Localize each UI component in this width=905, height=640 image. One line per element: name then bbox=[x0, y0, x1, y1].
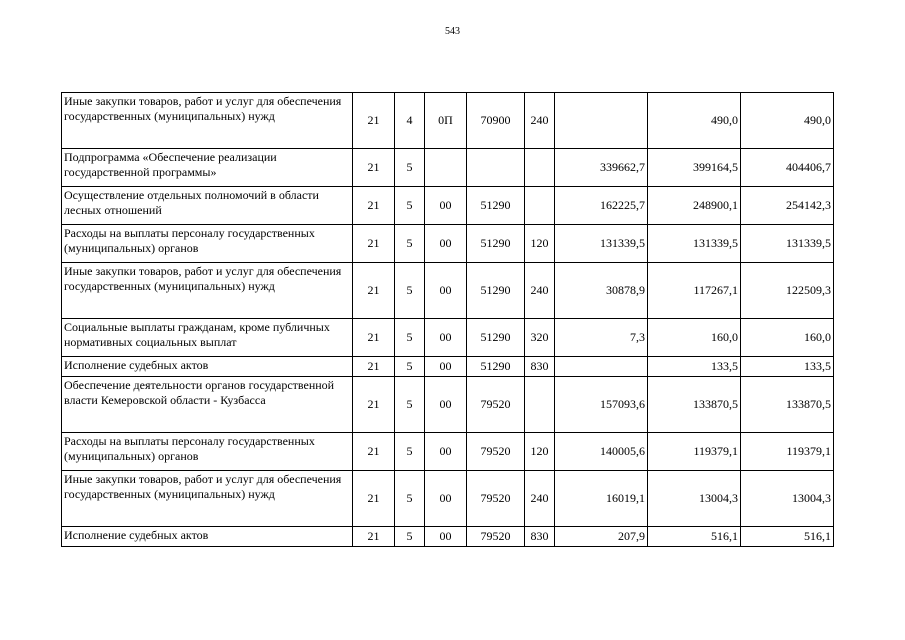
ministry-code: 21 bbox=[353, 433, 395, 471]
amount-year-1: 16019,1 bbox=[555, 471, 648, 527]
direction-code: 00 bbox=[425, 357, 467, 377]
ministry-code: 21 bbox=[353, 527, 395, 547]
amount-year-1: 339662,7 bbox=[555, 149, 648, 187]
table-row bbox=[62, 471, 834, 527]
direction-code: 00 bbox=[425, 433, 467, 471]
expense-type-code: 120 bbox=[525, 225, 555, 263]
ministry-code: 21 bbox=[353, 357, 395, 377]
subprogram-code: 5 bbox=[395, 357, 425, 377]
subprogram-code: 5 bbox=[395, 149, 425, 187]
amount-year-1: 162225,7 bbox=[555, 187, 648, 225]
direction-code: 00 bbox=[425, 471, 467, 527]
subprogram-code: 4 bbox=[395, 93, 425, 149]
item-name: Иные закупки товаров, работ и услуг для обеспечения государственных (муниципальных) нужд bbox=[62, 471, 353, 527]
expense-code: 79520 bbox=[467, 527, 525, 547]
expense-code: 79520 bbox=[467, 377, 525, 433]
ministry-code: 21 bbox=[353, 319, 395, 357]
amount-year-3: 404406,7 bbox=[741, 149, 834, 187]
amount-year-3: 13004,3 bbox=[741, 471, 834, 527]
amount-year-2: 133,5 bbox=[648, 357, 741, 377]
item-name: Иные закупки товаров, работ и услуг для обеспечения государственных (муниципальных) нужд bbox=[62, 93, 353, 149]
ministry-code: 21 bbox=[353, 187, 395, 225]
ministry-code: 21 bbox=[353, 149, 395, 187]
amount-year-2: 131339,5 bbox=[648, 225, 741, 263]
expense-type-code: 120 bbox=[525, 433, 555, 471]
expense-code: 51290 bbox=[467, 319, 525, 357]
expense-code bbox=[467, 149, 525, 187]
expense-type-code: 240 bbox=[525, 93, 555, 149]
amount-year-1: 7,3 bbox=[555, 319, 648, 357]
table-row bbox=[62, 93, 834, 149]
expense-type-code: 320 bbox=[525, 319, 555, 357]
item-name: Исполнение судебных актов bbox=[62, 527, 353, 547]
table-row bbox=[62, 433, 834, 471]
table-row bbox=[62, 149, 834, 187]
expense-type-code: 830 bbox=[525, 527, 555, 547]
subprogram-code: 5 bbox=[395, 187, 425, 225]
item-name: Расходы на выплаты персоналу государственных (муниципальных) органов bbox=[62, 225, 353, 263]
ministry-code: 21 bbox=[353, 93, 395, 149]
direction-code: 00 bbox=[425, 263, 467, 319]
subprogram-code: 5 bbox=[395, 225, 425, 263]
amount-year-1: 157093,6 bbox=[555, 377, 648, 433]
expense-code: 70900 bbox=[467, 93, 525, 149]
item-name: Подпрограмма «Обеспечение реализации государственной программы» bbox=[62, 149, 353, 187]
direction-code: 00 bbox=[425, 225, 467, 263]
table-row bbox=[62, 357, 834, 377]
subprogram-code: 5 bbox=[395, 263, 425, 319]
ministry-code: 21 bbox=[353, 471, 395, 527]
ministry-code: 21 bbox=[353, 225, 395, 263]
subprogram-code: 5 bbox=[395, 319, 425, 357]
expense-code: 51290 bbox=[467, 263, 525, 319]
item-name: Социальные выплаты гражданам, кроме публичных нормативных социальных выплат bbox=[62, 319, 353, 357]
subprogram-code: 5 bbox=[395, 471, 425, 527]
item-name: Обеспечение деятельности органов государственной власти Кемеровской области - Кузбасса bbox=[62, 377, 353, 433]
expense-code: 79520 bbox=[467, 433, 525, 471]
expense-type-code: 830 bbox=[525, 357, 555, 377]
expense-code: 51290 bbox=[467, 357, 525, 377]
table-body bbox=[62, 93, 834, 547]
expense-code: 79520 bbox=[467, 471, 525, 527]
amount-year-2: 160,0 bbox=[648, 319, 741, 357]
amount-year-2: 399164,5 bbox=[648, 149, 741, 187]
budget-table bbox=[61, 92, 834, 547]
subprogram-code: 5 bbox=[395, 527, 425, 547]
table-row bbox=[62, 377, 834, 433]
ministry-code: 21 bbox=[353, 377, 395, 433]
amount-year-3: 133,5 bbox=[741, 357, 834, 377]
amount-year-2: 117267,1 bbox=[648, 263, 741, 319]
table-row bbox=[62, 225, 834, 263]
table-row bbox=[62, 187, 834, 225]
direction-code: 00 bbox=[425, 377, 467, 433]
page-number: 543 bbox=[445, 26, 460, 37]
amount-year-2: 516,1 bbox=[648, 527, 741, 547]
amount-year-1: 30878,9 bbox=[555, 263, 648, 319]
subprogram-code: 5 bbox=[395, 433, 425, 471]
amount-year-2: 13004,3 bbox=[648, 471, 741, 527]
direction-code: 00 bbox=[425, 187, 467, 225]
direction-code: 00 bbox=[425, 319, 467, 357]
expense-code: 51290 bbox=[467, 187, 525, 225]
amount-year-3: 516,1 bbox=[741, 527, 834, 547]
amount-year-3: 119379,1 bbox=[741, 433, 834, 471]
expense-type-code: 240 bbox=[525, 263, 555, 319]
amount-year-3: 131339,5 bbox=[741, 225, 834, 263]
table-row bbox=[62, 319, 834, 357]
table-row bbox=[62, 527, 834, 547]
expense-type-code: 240 bbox=[525, 471, 555, 527]
amount-year-1: 140005,6 bbox=[555, 433, 648, 471]
direction-code bbox=[425, 149, 467, 187]
subprogram-code: 5 bbox=[395, 377, 425, 433]
amount-year-1: 131339,5 bbox=[555, 225, 648, 263]
amount-year-3: 160,0 bbox=[741, 319, 834, 357]
amount-year-3: 122509,3 bbox=[741, 263, 834, 319]
item-name: Осуществление отдельных полномочий в области лесных отношений bbox=[62, 187, 353, 225]
amount-year-2: 248900,1 bbox=[648, 187, 741, 225]
direction-code: 00 bbox=[425, 527, 467, 547]
amount-year-1: 207,9 bbox=[555, 527, 648, 547]
amount-year-3: 490,0 bbox=[741, 93, 834, 149]
item-name: Расходы на выплаты персоналу государственных (муниципальных) органов bbox=[62, 433, 353, 471]
item-name: Исполнение судебных актов bbox=[62, 357, 353, 377]
amount-year-1 bbox=[555, 357, 648, 377]
expense-type-code bbox=[525, 377, 555, 433]
amount-year-2: 119379,1 bbox=[648, 433, 741, 471]
amount-year-2: 490,0 bbox=[648, 93, 741, 149]
ministry-code: 21 bbox=[353, 263, 395, 319]
table-row bbox=[62, 263, 834, 319]
item-name: Иные закупки товаров, работ и услуг для обеспечения государственных (муниципальных) нужд bbox=[62, 263, 353, 319]
expense-type-code bbox=[525, 149, 555, 187]
amount-year-2: 133870,5 bbox=[648, 377, 741, 433]
amount-year-3: 133870,5 bbox=[741, 377, 834, 433]
expense-code: 51290 bbox=[467, 225, 525, 263]
direction-code: 0П bbox=[425, 93, 467, 149]
amount-year-1 bbox=[555, 93, 648, 149]
expense-type-code bbox=[525, 187, 555, 225]
amount-year-3: 254142,3 bbox=[741, 187, 834, 225]
